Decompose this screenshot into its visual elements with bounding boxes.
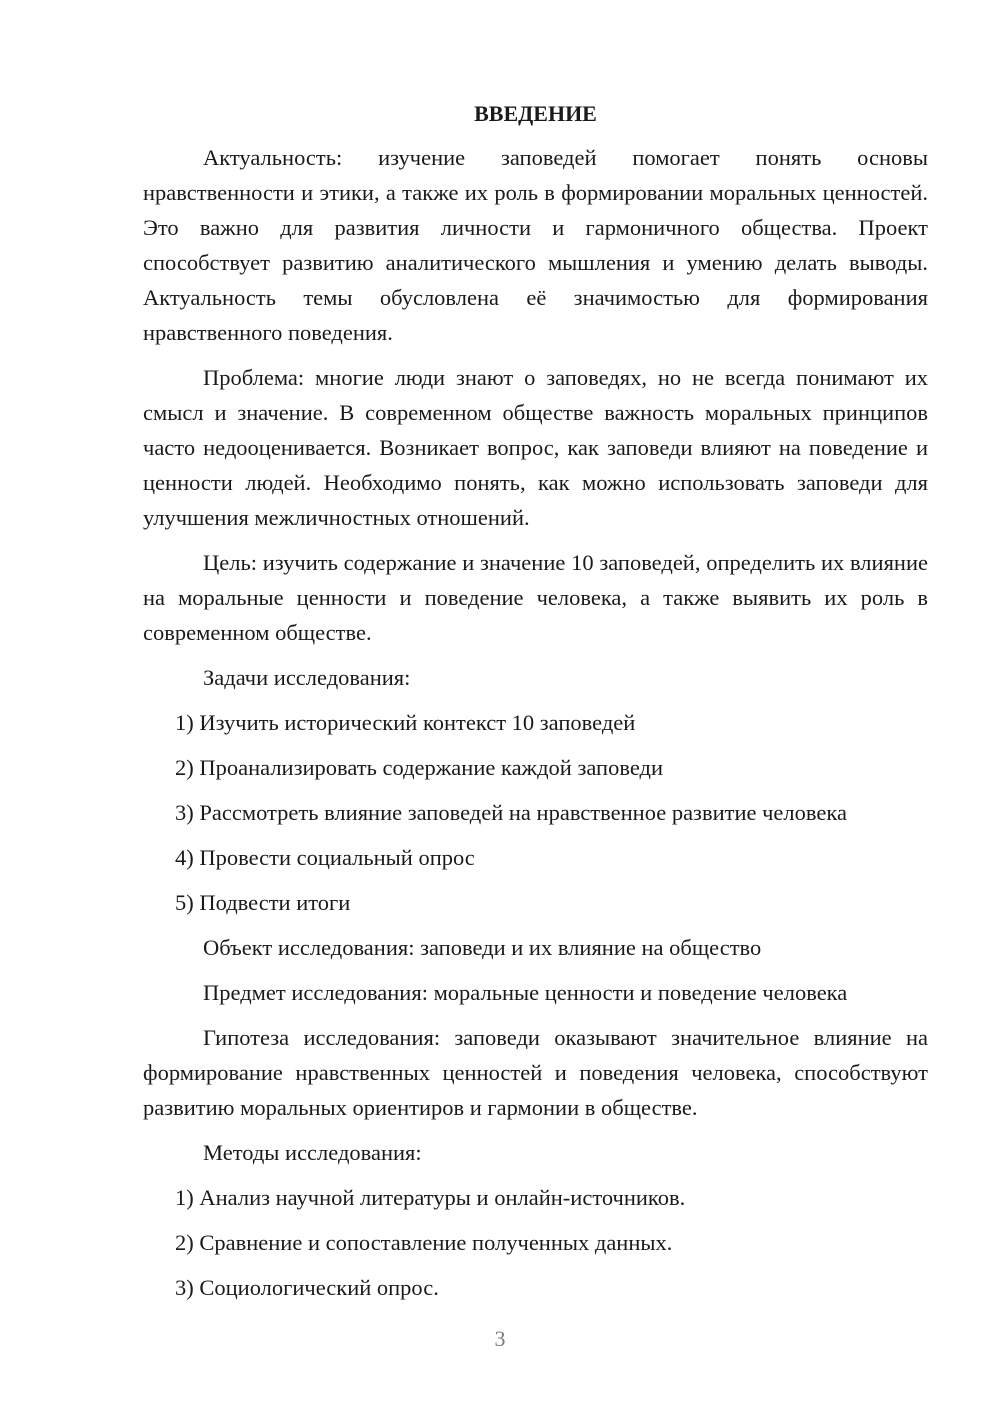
tasks-list-item: 4) Провести социальный опрос xyxy=(175,845,475,870)
hypothesis-paragraph: Гипотеза исследования: заповеди оказывают значительное влияние на формирование нравственных ценностей и поведения человека, способствуют развитию моральных ориентиров и гармонии в обществе. xyxy=(143,1025,928,1120)
goal-paragraph: Цель: изучить содержание и значение 10 заповедей, определить их влияние на моральные ценности и поведение человека, а также выявить их роль в современном обществе. xyxy=(143,550,928,645)
tasks-list-item: 2) Проанализировать содержание каждой заповеди xyxy=(175,755,664,780)
relevance-paragraph: Актуальность: изучение заповедей помогает понять основы нравственности и этики, а также их роль в формировании моральных ценностей. Это важно для развития личности и гармоничного общества. Проект способствует развитию аналитического мышления и умению делать выводы. Актуальность темы обусловлена её значимостью для формирования нравственного поведения. xyxy=(143,145,928,345)
section-heading: ВВЕДЕНИЕ xyxy=(474,101,597,126)
page-number: 3 xyxy=(494,1326,506,1351)
tasks-list-item: 1) Изучить исторический контекст 10 заповедей xyxy=(175,710,636,735)
subject-line: Предмет исследования: моральные ценности и поведение человека xyxy=(203,980,848,1005)
problem-paragraph: Проблема: многие люди знают о заповедях, но не всегда понимают их смысл и значение. В современном обществе важность моральных принципов часто недооценивается. Возникает вопрос, как заповеди влияют на поведение и ценности людей. Необходимо понять, как можно использовать заповеди для улучшения межличностных отношений. xyxy=(143,365,928,530)
tasks-list-item: 5) Подвести итоги xyxy=(175,890,351,915)
document-page xyxy=(143,96,928,1315)
methods-list-item: 2) Сравнение и сопоставление полученных данных. xyxy=(175,1230,673,1255)
methods-list-item: 1) Анализ научной литературы и онлайн-источников. xyxy=(175,1185,686,1210)
tasks-title: Задачи исследования: xyxy=(203,665,411,690)
tasks-list-item: 3) Рассмотреть влияние заповедей на нравственное развитие человека xyxy=(175,800,847,825)
methods-list-item: 3) Социологический опрос. xyxy=(175,1275,439,1300)
object-line: Объект исследования: заповеди и их влияние на общество xyxy=(203,935,762,960)
methods-title: Методы исследования: xyxy=(203,1140,422,1165)
